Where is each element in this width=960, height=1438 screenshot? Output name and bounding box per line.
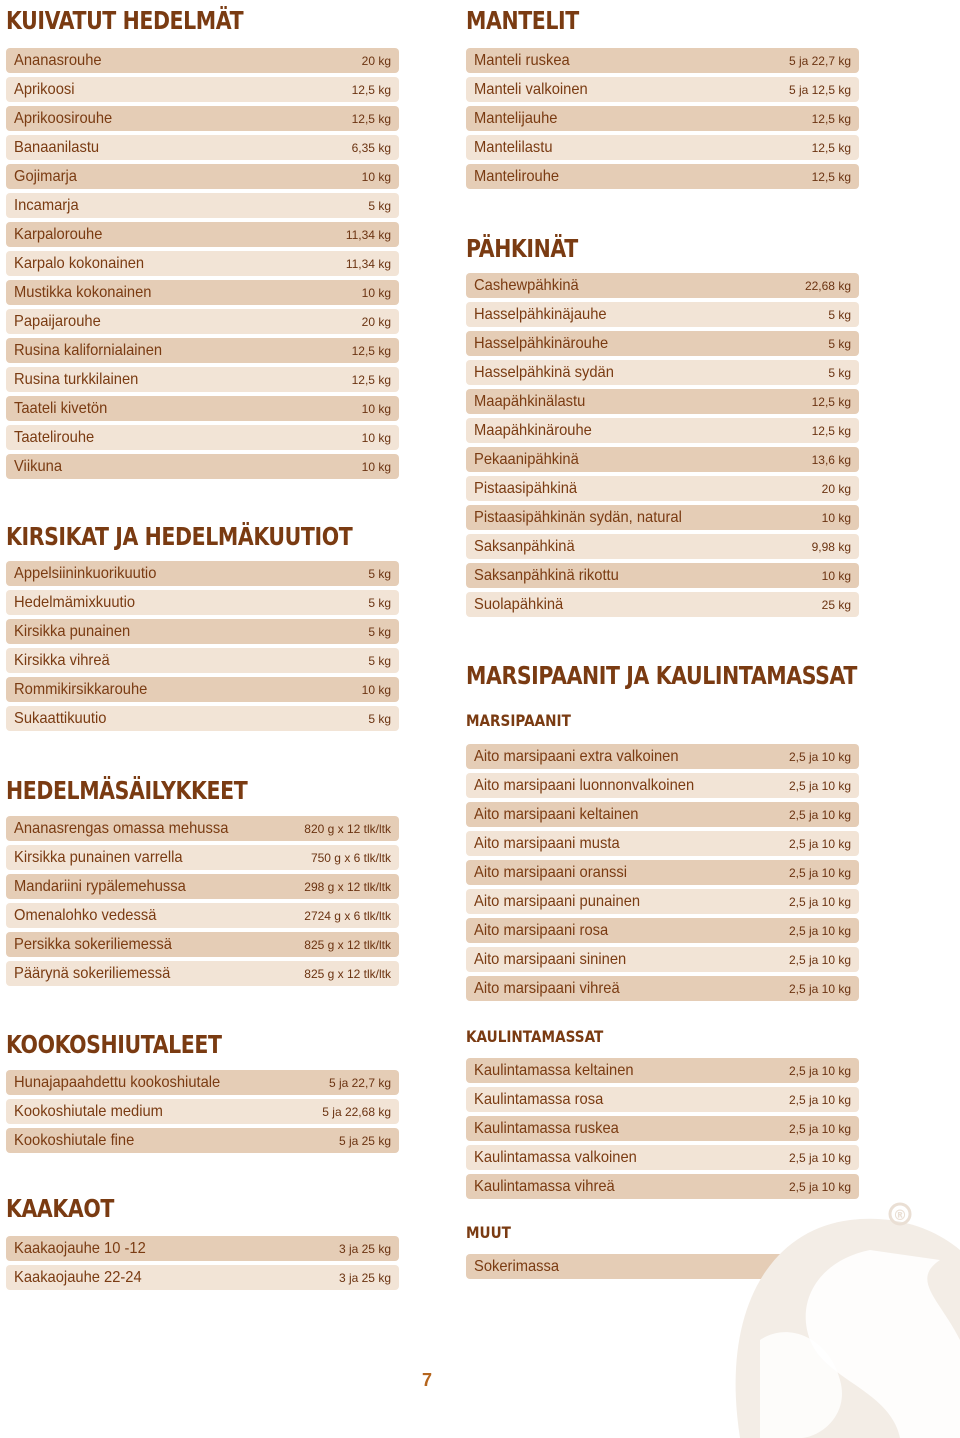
- product-row: [466, 592, 859, 617]
- product-quantity: 10 kg: [361, 459, 391, 474]
- product-quantity: 298 g x 12 tlk/ltk: [304, 879, 391, 894]
- product-name: Persikka sokeriliemessä: [14, 935, 172, 953]
- product-row: [6, 677, 399, 702]
- product-quantity: 5 kg: [828, 336, 851, 351]
- product-name: Aito marsipaani luonnonvalkoinen: [474, 776, 695, 794]
- product-row: [466, 77, 859, 102]
- product-quantity: 20 kg: [821, 481, 851, 496]
- product-row: [466, 302, 859, 327]
- product-list: [466, 48, 859, 193]
- product-row: [6, 77, 399, 102]
- product-name: Taateli kivetön: [14, 399, 108, 417]
- product-name: Aito marsipaani keltainen: [474, 805, 639, 823]
- product-row: [6, 164, 399, 189]
- product-quantity: 2,5 ja 10 kg: [788, 836, 851, 851]
- product-row: [6, 106, 399, 131]
- product-quantity: 5 ja 22,68 kg: [322, 1104, 391, 1119]
- section-title: KOOKOSHIUTALEET: [6, 1030, 222, 1059]
- product-quantity: 11,34 kg: [345, 227, 391, 242]
- product-row: [6, 135, 399, 160]
- product-quantity: 5 ja 22,7 kg: [328, 1075, 391, 1090]
- product-quantity: 5 kg: [368, 711, 391, 726]
- product-quantity: 2,5 ja 10 kg: [788, 1063, 851, 1078]
- product-row: [6, 425, 399, 450]
- product-quantity: 12,5 kg: [351, 111, 391, 126]
- product-row: [466, 1058, 859, 1083]
- product-row: [466, 476, 859, 501]
- product-quantity: 5 kg: [368, 653, 391, 668]
- product-quantity: 3 ja 25 kg: [338, 1241, 391, 1256]
- section-title: KAAKAOT: [6, 1194, 114, 1223]
- product-row: [6, 619, 399, 644]
- section-title: HEDELMÄSÄILYKKEET: [6, 776, 248, 805]
- product-name: Manteli ruskea: [474, 51, 570, 69]
- product-quantity: 9,98 kg: [811, 539, 851, 554]
- product-row: [6, 845, 399, 870]
- product-name: Rusina kalifornialainen: [14, 341, 163, 359]
- page-number: 7: [422, 1370, 433, 1390]
- product-list: [6, 561, 399, 735]
- product-quantity: 2,5 ja 10 kg: [788, 923, 851, 938]
- product-quantity: 825 g x 12 tlk/ltk: [304, 966, 391, 981]
- product-quantity: 20 kg: [361, 53, 391, 68]
- product-row: [466, 48, 859, 73]
- product-row: [6, 816, 399, 841]
- product-name: Aito marsipaani rosa: [474, 921, 609, 939]
- product-row: [6, 338, 399, 363]
- product-quantity: 750 g x 6 tlk/ltk: [310, 850, 391, 865]
- product-quantity: 820 g x 12 tlk/ltk: [304, 821, 391, 836]
- subsection-title: MARSIPAANIT: [466, 711, 571, 730]
- product-name: Kaakaojauhe 22-24: [14, 1268, 142, 1286]
- product-row: [466, 802, 859, 827]
- product-quantity: 5 kg: [368, 624, 391, 639]
- product-name: Ananasrengas omassa mehussa: [14, 819, 229, 837]
- product-name: Hasselpähkinärouhe: [474, 334, 609, 352]
- product-quantity: 2,5 ja 10 kg: [788, 865, 851, 880]
- section-title: MANTELIT: [466, 6, 579, 35]
- product-name: Kaulintamassa ruskea: [474, 1119, 619, 1137]
- product-row: [6, 903, 399, 928]
- product-quantity: 5 ja 25 kg: [338, 1133, 391, 1148]
- product-name: Taatelirouhe: [14, 428, 95, 446]
- product-name: Aito marsipaani punainen: [474, 892, 641, 910]
- product-name: Omenalohko vedessä: [14, 906, 157, 924]
- product-quantity: 2,5 ja 10 kg: [788, 894, 851, 909]
- product-row: [466, 918, 859, 943]
- product-quantity: 10 kg: [361, 430, 391, 445]
- product-row: [466, 831, 859, 856]
- product-quantity: 2,5 ja 10 kg: [788, 981, 851, 996]
- product-row: [6, 874, 399, 899]
- product-quantity: 12,5 kg: [811, 394, 851, 409]
- product-row: [466, 744, 859, 769]
- product-row: [6, 648, 399, 673]
- product-name: Aprikoosirouhe: [14, 109, 113, 127]
- product-quantity: 3 ja 25 kg: [338, 1270, 391, 1285]
- product-name: Kaulintamassa valkoinen: [474, 1148, 637, 1166]
- product-quantity: 12,5 kg: [811, 111, 851, 126]
- product-quantity: 12,5 kg: [811, 423, 851, 438]
- product-name: Pekaanipähkinä: [474, 450, 579, 468]
- product-row: [466, 534, 859, 559]
- product-row: [6, 1099, 399, 1124]
- product-row: [6, 193, 399, 218]
- product-name: Hedelmämixkuutio: [14, 593, 136, 611]
- product-row: [6, 396, 399, 421]
- product-quantity: 6,35 kg: [351, 140, 391, 155]
- product-name: Sukaattikuutio: [14, 709, 107, 727]
- product-name: Mantelilastu: [474, 138, 553, 156]
- product-name: Banaanilastu: [14, 138, 100, 156]
- subsection-title: MUUT: [466, 1223, 511, 1242]
- product-name: Incamarja: [14, 196, 79, 214]
- product-row: [6, 932, 399, 957]
- product-name: Suolapähkinä: [474, 595, 564, 613]
- product-name: Aprikoosi: [14, 80, 75, 98]
- product-quantity: 10 kg: [821, 510, 851, 525]
- section-title: KUIVATUT HEDELMÄT: [6, 6, 244, 35]
- product-name: Ananasrouhe: [14, 51, 102, 69]
- product-name: Kirsikka punainen: [14, 622, 131, 640]
- product-name: Rommikirsikkarouhe: [14, 680, 148, 698]
- product-name: Appelsiininkuorikuutio: [14, 564, 157, 582]
- product-row: [6, 309, 399, 334]
- registered-logo-icon: [700, 1190, 960, 1438]
- product-row: [466, 563, 859, 588]
- product-name: Karpalorouhe: [14, 225, 103, 243]
- product-row: [466, 360, 859, 385]
- product-quantity: 2,5 ja 10 kg: [788, 1121, 851, 1136]
- product-name: Aito marsipaani oranssi: [474, 863, 627, 881]
- product-name: Kaulintamassa vihreä: [474, 1177, 615, 1195]
- product-quantity: 5 kg: [368, 595, 391, 610]
- product-name: Pistaasipähkinän sydän, natural: [474, 508, 682, 526]
- product-quantity: 5 ja 12,5 kg: [788, 82, 851, 97]
- product-row: [466, 1087, 859, 1112]
- product-name: Mantelijauhe: [474, 109, 558, 127]
- product-row: [6, 222, 399, 247]
- product-quantity: 10 kg: [361, 169, 391, 184]
- product-name: Hasselpähkinäjauhe: [474, 305, 607, 323]
- product-row: [466, 1145, 859, 1170]
- product-name: Aito marsipaani extra valkoinen: [474, 747, 679, 765]
- product-quantity: 2,5 ja 10 kg: [788, 952, 851, 967]
- product-list: [6, 1236, 399, 1294]
- product-name: Mustikka kokonainen: [14, 283, 152, 301]
- section-title: MARSIPAANIT JA KAULINTAMASSAT: [466, 661, 857, 690]
- product-name: Kookoshiutale medium: [14, 1102, 163, 1120]
- product-name: Mandariini rypälemehussa: [14, 877, 186, 895]
- product-quantity: 2,5 ja 10 kg: [788, 1150, 851, 1165]
- product-quantity: 10 kg: [821, 568, 851, 583]
- product-name: Pistaasipähkinä: [474, 479, 578, 497]
- product-name: Aito marsipaani musta: [474, 834, 620, 852]
- product-quantity: 2724 g x 6 tlk/ltk: [304, 908, 391, 923]
- product-row: [6, 961, 399, 986]
- product-row: [466, 389, 859, 414]
- product-name: Maapähkinärouhe: [474, 421, 592, 439]
- product-name: Kaakaojauhe 10 -12: [14, 1239, 146, 1257]
- product-row: [466, 106, 859, 131]
- product-name: Papaijarouhe: [14, 312, 101, 330]
- section-title: KIRSIKAT JA HEDELMÄKUUTIOT: [6, 522, 353, 551]
- product-quantity: 12,5 kg: [351, 343, 391, 358]
- product-row: [466, 135, 859, 160]
- product-row: [466, 1116, 859, 1141]
- product-quantity: 2,5 ja 10 kg: [788, 778, 851, 793]
- product-list: [6, 48, 399, 483]
- product-list: [6, 1070, 399, 1157]
- product-name: Saksanpähkinä rikottu: [474, 566, 619, 584]
- product-quantity: 5 kg: [828, 307, 851, 322]
- product-quantity: 5 kg: [368, 198, 391, 213]
- product-quantity: 12,5 kg: [351, 372, 391, 387]
- product-quantity: 5 ja 22,7 kg: [788, 53, 851, 68]
- product-row: [466, 505, 859, 530]
- product-quantity: 2,5 ja 10 kg: [788, 749, 851, 764]
- product-name: Kaulintamassa keltainen: [474, 1061, 634, 1079]
- product-name: Karpalo kokonainen: [14, 254, 145, 272]
- product-row: [466, 889, 859, 914]
- product-row: [466, 773, 859, 798]
- product-row: [6, 1128, 399, 1153]
- product-name: Kirsikka punainen varrella: [14, 848, 183, 866]
- product-name: Cashewpähkinä: [474, 276, 579, 294]
- product-quantity: 12,5 kg: [811, 140, 851, 155]
- product-quantity: 5 kg: [368, 566, 391, 581]
- product-quantity: 2,5 ja 10 kg: [788, 1092, 851, 1107]
- product-name: Kaulintamassa rosa: [474, 1090, 604, 1108]
- product-name: Saksanpähkinä: [474, 537, 575, 555]
- product-quantity: 10 kg: [361, 401, 391, 416]
- product-name: Hasselpähkinä sydän: [474, 363, 614, 381]
- product-quantity: 2,5 ja 10 kg: [788, 807, 851, 822]
- product-quantity: 12,5 kg: [351, 82, 391, 97]
- product-name: Maapähkinälastu: [474, 392, 586, 410]
- product-list: [466, 273, 859, 621]
- product-name: Mantelirouhe: [474, 167, 560, 185]
- product-row: [466, 164, 859, 189]
- product-quantity: 10 kg: [361, 285, 391, 300]
- product-name: Päärynä sokeriliemessä: [14, 964, 171, 982]
- product-list: [6, 816, 399, 990]
- product-row: [466, 447, 859, 472]
- product-quantity: 20 kg: [361, 314, 391, 329]
- section-title: PÄHKINÄT: [466, 234, 578, 263]
- product-row: [6, 48, 399, 73]
- product-row: [466, 860, 859, 885]
- product-row: [6, 1236, 399, 1261]
- product-name: Aito marsipaani vihreä: [474, 979, 620, 997]
- product-row: [466, 418, 859, 443]
- product-row: [6, 590, 399, 615]
- product-quantity: 10 kg: [361, 682, 391, 697]
- product-name: Kirsikka vihreä: [14, 651, 110, 669]
- product-row: [6, 454, 399, 479]
- product-quantity: 13,6 kg: [811, 452, 851, 467]
- product-row: [6, 367, 399, 392]
- product-quantity: 12,5 kg: [811, 169, 851, 184]
- product-name: Manteli valkoinen: [474, 80, 588, 98]
- product-name: Sokerimassa: [474, 1257, 560, 1275]
- registered-mark: ®: [893, 1208, 907, 1224]
- product-row: [6, 1070, 399, 1095]
- product-row: [6, 251, 399, 276]
- product-quantity: 22,68 kg: [804, 278, 851, 293]
- product-row: [466, 976, 859, 1001]
- subsection-title: KAULINTAMASSAT: [466, 1027, 604, 1046]
- product-row: [6, 280, 399, 305]
- product-row: [466, 331, 859, 356]
- product-row: [6, 1265, 399, 1290]
- product-name: Rusina turkkilainen: [14, 370, 139, 388]
- product-quantity: 5 kg: [828, 365, 851, 380]
- product-quantity: 2,5 ja 10 kg: [788, 1179, 851, 1194]
- product-row: [466, 273, 859, 298]
- product-quantity: 11,34 kg: [345, 256, 391, 271]
- product-name: Gojimarja: [14, 167, 77, 185]
- product-name: Kookoshiutale fine: [14, 1131, 135, 1149]
- product-name: Viikuna: [14, 457, 63, 475]
- product-row: [6, 561, 399, 586]
- product-quantity: 825 g x 12 tlk/ltk: [304, 937, 391, 952]
- product-name: Hunajapaahdettu kookoshiutale: [14, 1073, 221, 1091]
- product-list: [466, 1058, 859, 1203]
- product-row: [466, 947, 859, 972]
- product-name: Aito marsipaani sininen: [474, 950, 627, 968]
- product-quantity: 25 kg: [821, 597, 851, 612]
- product-list: [466, 744, 859, 1005]
- product-row: [6, 706, 399, 731]
